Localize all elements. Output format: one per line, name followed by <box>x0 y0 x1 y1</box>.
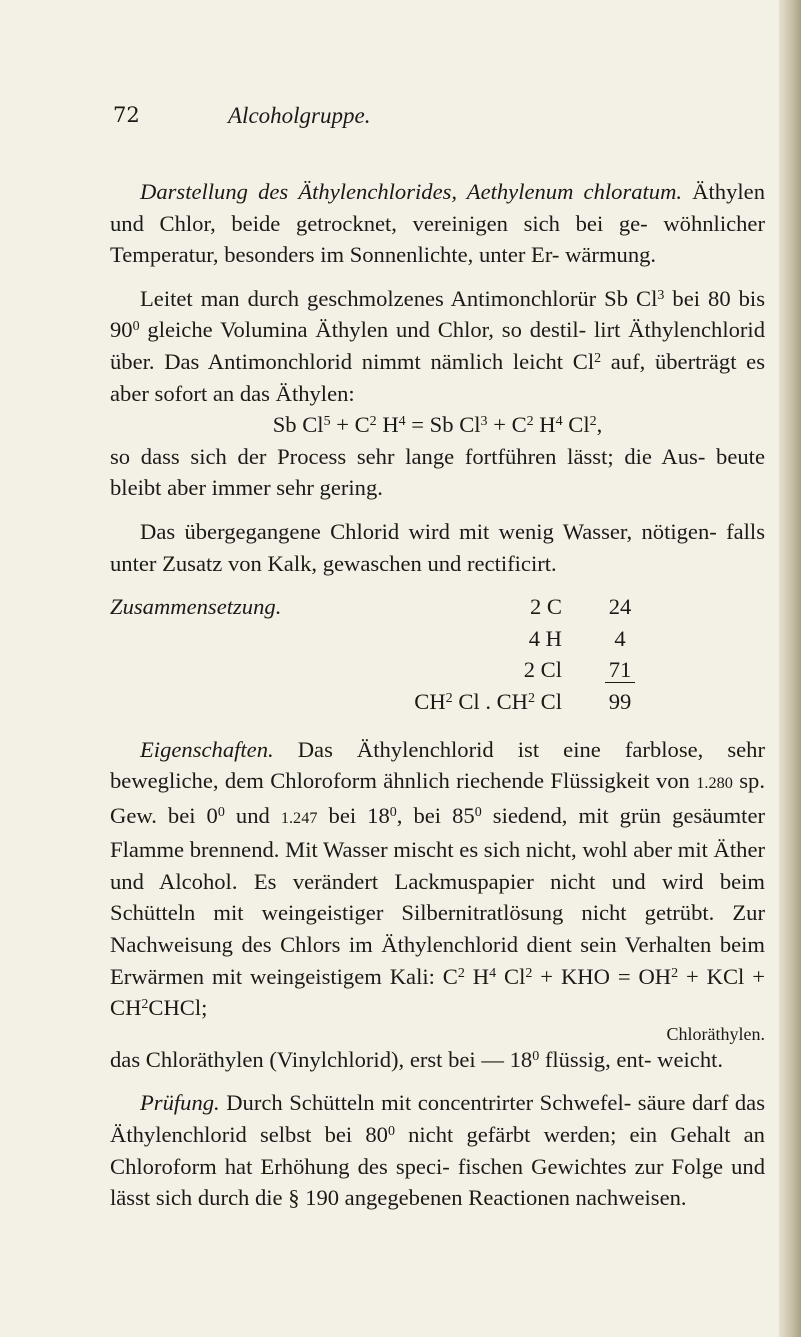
composition-formula: 2 Cl <box>523 657 562 683</box>
paragraph-yield: so dass sich der Process sehr lange fortführen lässt; die Aus- beute bleibt aber immer sehr gering. <box>110 443 765 501</box>
page-edge <box>779 0 801 1337</box>
paragraph-washing: Das übergegangene Chlorid wird mit wenig Wasser, nötigen- falls unter Zusatz von Kalk, gewaschen und rectificirt. <box>110 518 765 576</box>
composition-table <box>110 591 670 717</box>
paragraph-properties: Eigenschaften. Das Äthylenchlorid ist eine farblose, sehr bewegliche, dem Chloroform ähnlich riechende Flüssigkeit von 1.280 sp. Gew. bei $0^0$ und 1.247 bei $18^0$, bei $85^0$ siedend, mit grün gesäumter Flamme brennend. Mit Wasser mischt es sich nicht, wohl aber mit Äther und Alcohol. Es verändert Lackmuspapier nicht und wird beim Schütteln mit weingeistiger Silbernitratlösung nicht getrübt. Zur Nachweisung des Chlors im Äthylenchlorid dient sein Verhalten beim Erwärmen mit weingeistigem Kali: $C^2$ $H^4$ $Cl^2$ + KHO = $OH^2$ + KCl + $CH^2CHCl$; <box>110 736 765 1021</box>
composition-title: Zusammensetzung. <box>110 594 282 620</box>
composition-formula: 4 H <box>528 625 562 651</box>
page-number: 72 <box>113 103 140 127</box>
equation-antimony: Sb $Cl^5 + C^2$ $H^4 = Sb$ $Cl^3 + C^2$ $H^4$ Cl$^2$, <box>272 412 603 438</box>
composition-row <box>110 591 670 623</box>
chlorethylene-note: Chloräthylen. <box>666 1023 765 1044</box>
section-title-properties: Eigenschaften. <box>140 736 274 762</box>
paragraph-antimony-method: Leitet man durch geschmolzenes Antimonchlorür Sb Cl$^3$ bei 80 bis $90^0$ gleiche Volumina Äthylen und Chlor, so destil- lirt Äthylenchlorid über. Das Antimonchlorid nimmt nämlich leicht Cl$^2$ auf, überträgt es aber sofort an das Äthylen: <box>110 285 765 406</box>
section-title-testing: Prüfung. <box>140 1090 220 1116</box>
running-head: Alcoholgruppe. <box>228 103 371 128</box>
section-title-preparation: Darstellung des Äthylenchlorides, Aethylenum chloratum. <box>140 179 683 204</box>
composition-value: 24 <box>608 594 632 620</box>
paragraph-testing: Prüfung. Durch Schütteln mit concentrirter Schwefel- säure darf das Äthylenchlorid selbst bei $80^0$ nicht gefärbt werden; ein Gehalt an Chloroform hat Erhöhung des speci- fischen Gewichtes zur Folge und lässt sich durch die § 190 angegebenen Reactionen nachweisen. <box>110 1090 765 1211</box>
composition-row <box>110 654 670 686</box>
paragraph-properties-end: das Chloräthylen (Vinylchlorid), erst bei — $18^0$ flüssig, ent- weicht. <box>110 1046 724 1072</box>
composition-formula: 2 C <box>529 594 562 620</box>
page-body <box>110 176 765 1214</box>
composition-total-row <box>110 686 670 718</box>
composition-total-value: 99 <box>608 688 632 714</box>
paragraph-preparation: Darstellung des Äthylenchlorides, Aethylenum chloratum. Äthylen und Chlor, beide getrocknet, vereinigen sich bei ge- wöhnlicher Temperatur, besonders im Sonnenlichte, unter Er- wärmung. <box>110 179 765 268</box>
composition-value: 71 <box>590 654 650 686</box>
composition-total-formula: $CH^2$ Cl . $CH^2$ Cl <box>414 688 562 714</box>
composition-row <box>110 623 670 655</box>
composition-value: 4 <box>614 625 626 651</box>
